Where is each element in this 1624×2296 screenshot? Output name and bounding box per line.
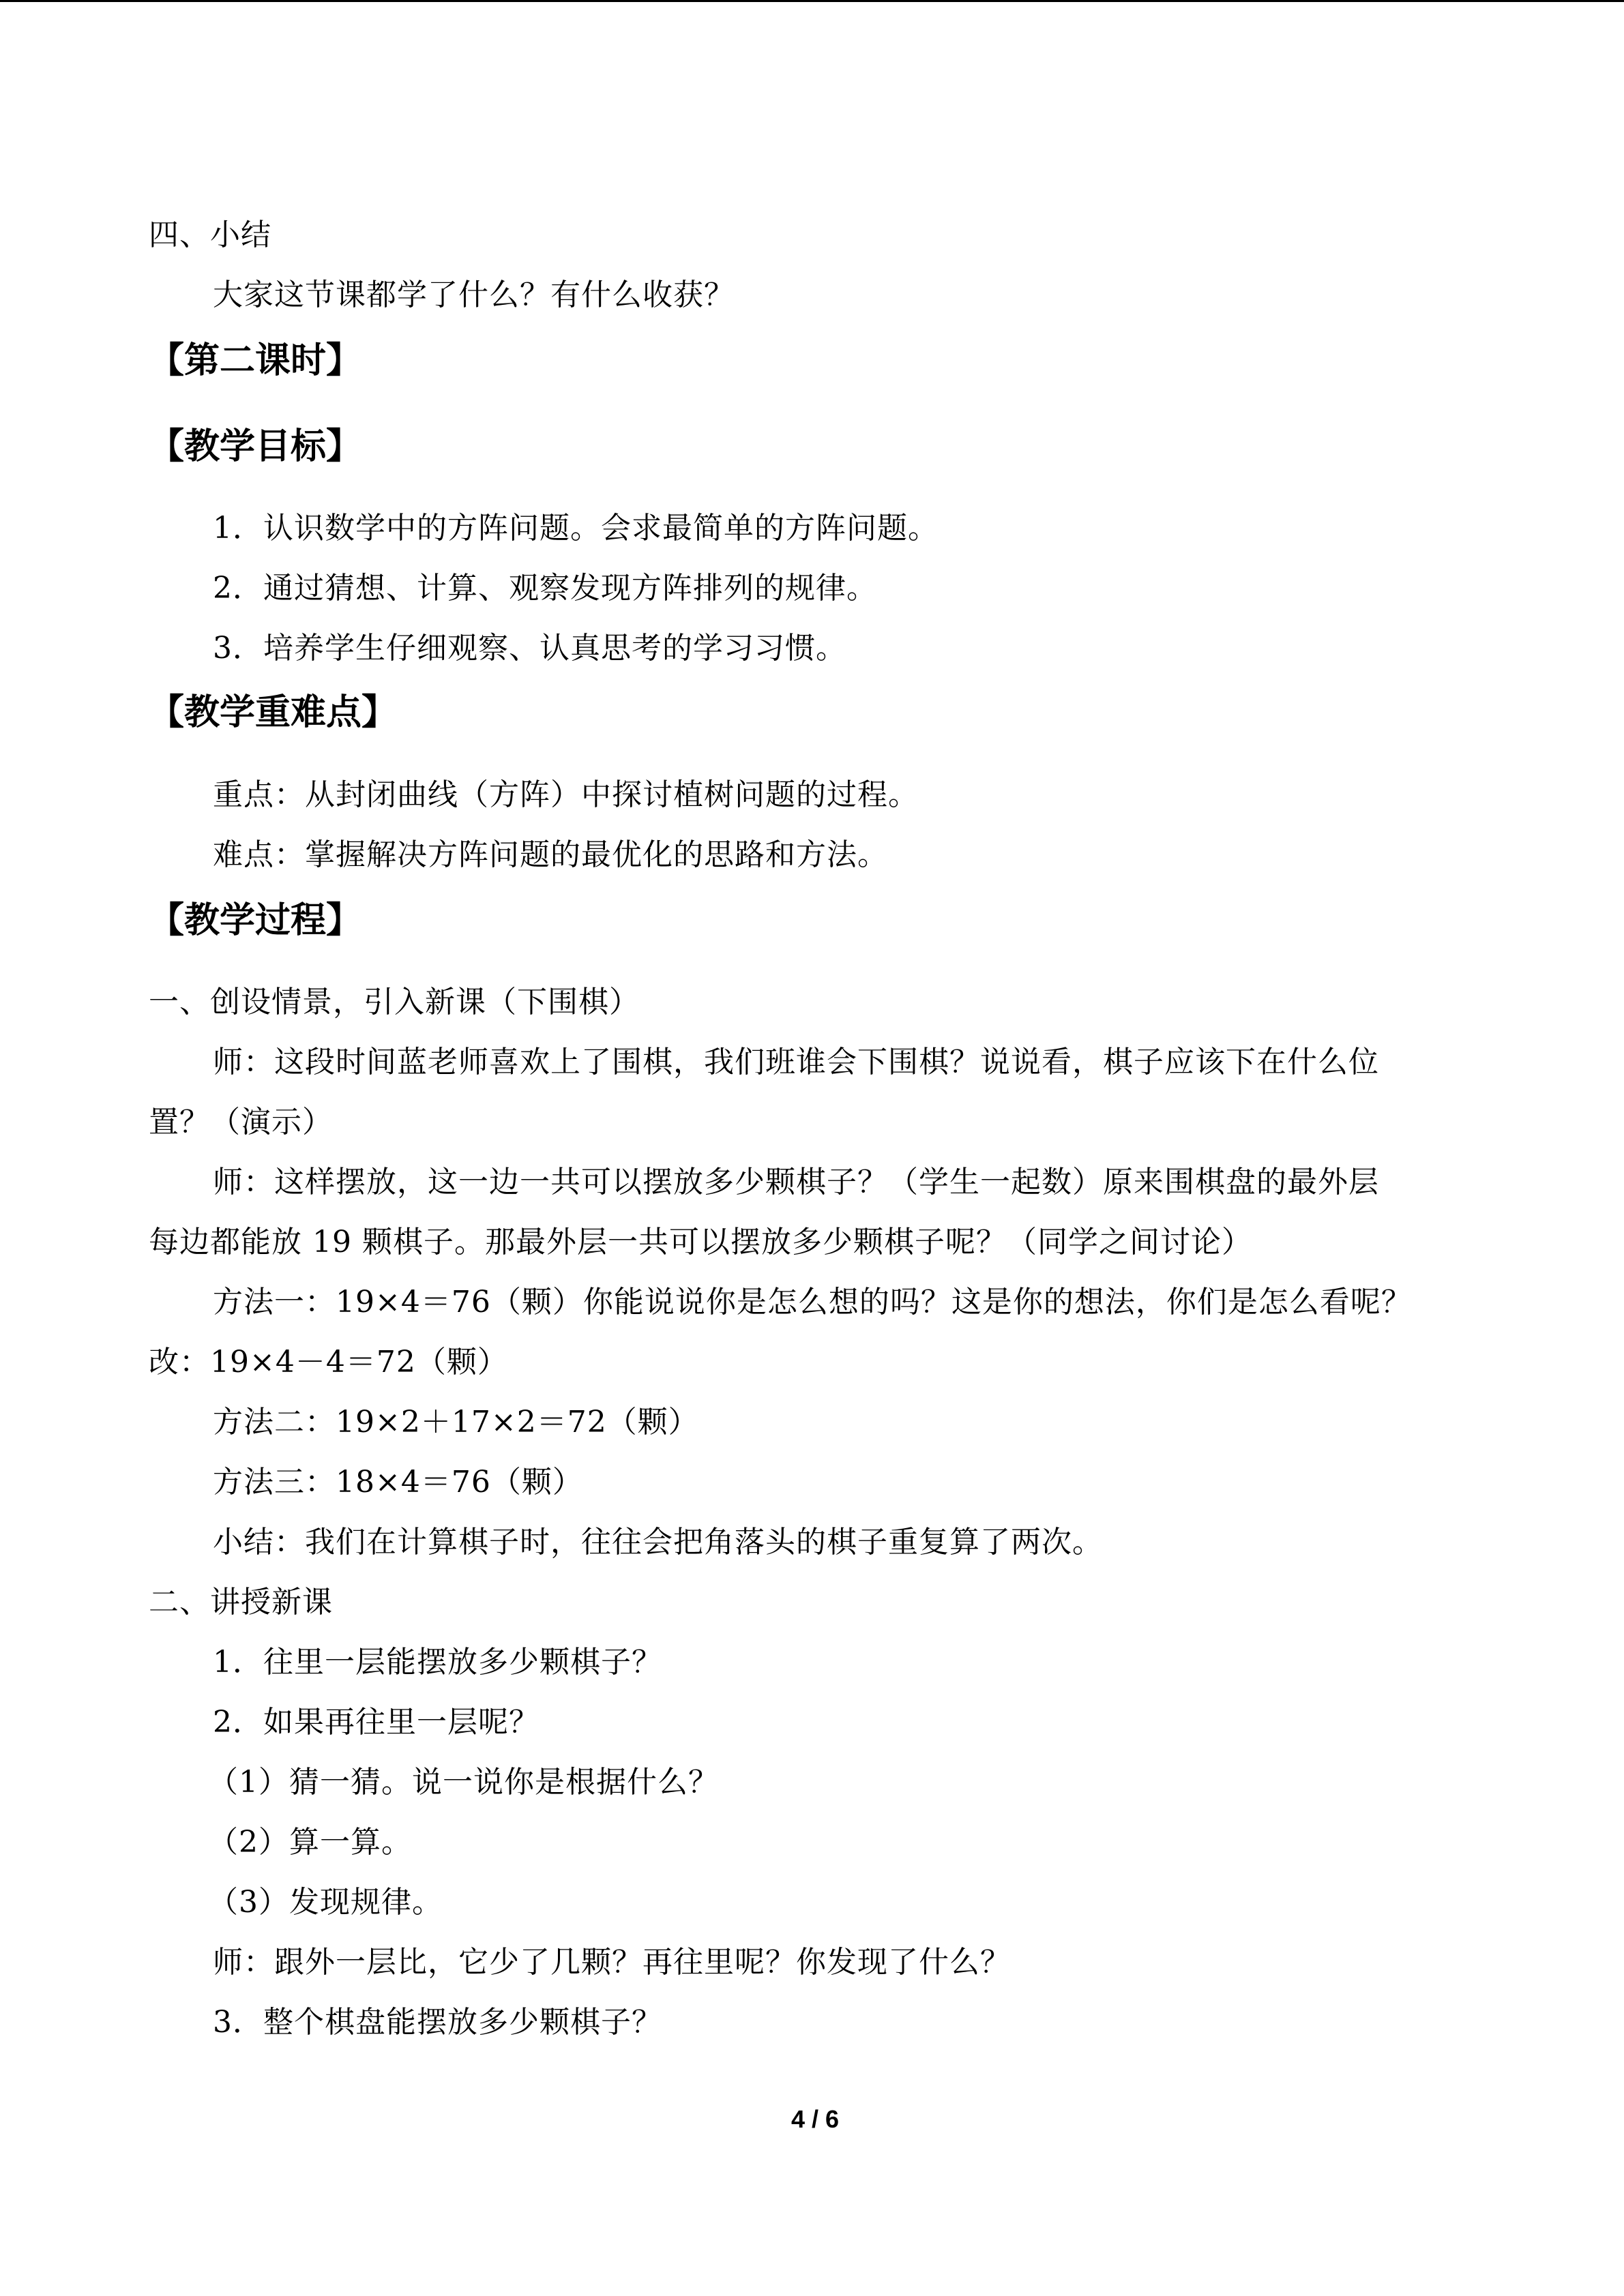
part2-sub-item-1: （1）猜一猜。说一说你是根据什么？ (208, 1765, 719, 1800)
method-one-line1: 方法一：19×4＝76（颗）你能说说你是怎么想的吗？这是你的想法，你们是怎么看呢？ (213, 1285, 1412, 1320)
key-points-heading: 【教学重难点】 (149, 692, 398, 733)
objective-item-1: 1．认识数学中的方阵问题。会求最简单的方阵问题。 (213, 511, 939, 546)
part1-paragraph2-line2: 每边都能放 19 颗棋子。那最外层一共可以摆放多少颗棋子呢？（同学之间讨论） (149, 1225, 1252, 1259)
process-heading: 【教学过程】 (149, 900, 362, 941)
part2-question-3: 3．整个棋盘能摆放多少颗棋子？ (213, 2005, 662, 2040)
objective-item-3: 3．培养学生仔细观察、认真思考的学习习惯。 (213, 631, 846, 666)
part2-question-2: 2．如果再往里一层呢？ (213, 1705, 540, 1740)
method-two: 方法二：19×2＋17×2＝72（颗） (213, 1405, 699, 1440)
lesson-two-heading: 【第二课时】 (149, 340, 362, 381)
key-point-difficulty: 难点：掌握解决方阵问题的最优化的思路和方法。 (213, 837, 888, 872)
key-point-focus: 重点：从封闭曲线（方阵）中探讨植树问题的过程。 (213, 777, 919, 812)
part2-question-1: 1．往里一层能摆放多少颗棋子？ (213, 1645, 662, 1680)
method-one-line2: 改：19×4－4＝72（颗） (149, 1345, 508, 1380)
objective-item-2: 2．通过猜想、计算、观察发现方阵排列的规律。 (213, 571, 877, 606)
page-number: 4 / 6 (791, 2105, 840, 2133)
part2-teacher-question: 师：跟外一层比，它少了几颗？再往里呢？你发现了什么？ (213, 1945, 1011, 1980)
part1-title: 一、创设情景，引入新课（下围棋） (149, 985, 640, 1019)
part2-sub-item-3: （3）发现规律。 (208, 1885, 443, 1920)
objectives-heading: 【教学目标】 (149, 426, 362, 467)
part1-conclusion: 小结：我们在计算棋子时，往往会把角落头的棋子重复算了两次。 (213, 1525, 1103, 1560)
summary-question: 大家这节课都学了什么？有什么收获？ (213, 278, 735, 312)
summary-heading: 四、小结 (149, 218, 271, 252)
part1-paragraph1-line1: 师：这段时间蓝老师喜欢上了围棋，我们班谁会下围棋？说说看，棋子应该下在什么位 (213, 1045, 1379, 1079)
part1-paragraph2-line1: 师：这样摆放，这一边一共可以摆放多少颗棋子？（学生一起数）原来围棋盘的最外层 (213, 1165, 1379, 1199)
method-three: 方法三：18×4＝76（颗） (213, 1465, 583, 1500)
part2-title: 二、讲授新课 (149, 1585, 333, 1620)
part2-sub-item-2: （2）算一算。 (208, 1825, 412, 1860)
part1-paragraph1-line2: 置？（演示） (149, 1105, 333, 1139)
